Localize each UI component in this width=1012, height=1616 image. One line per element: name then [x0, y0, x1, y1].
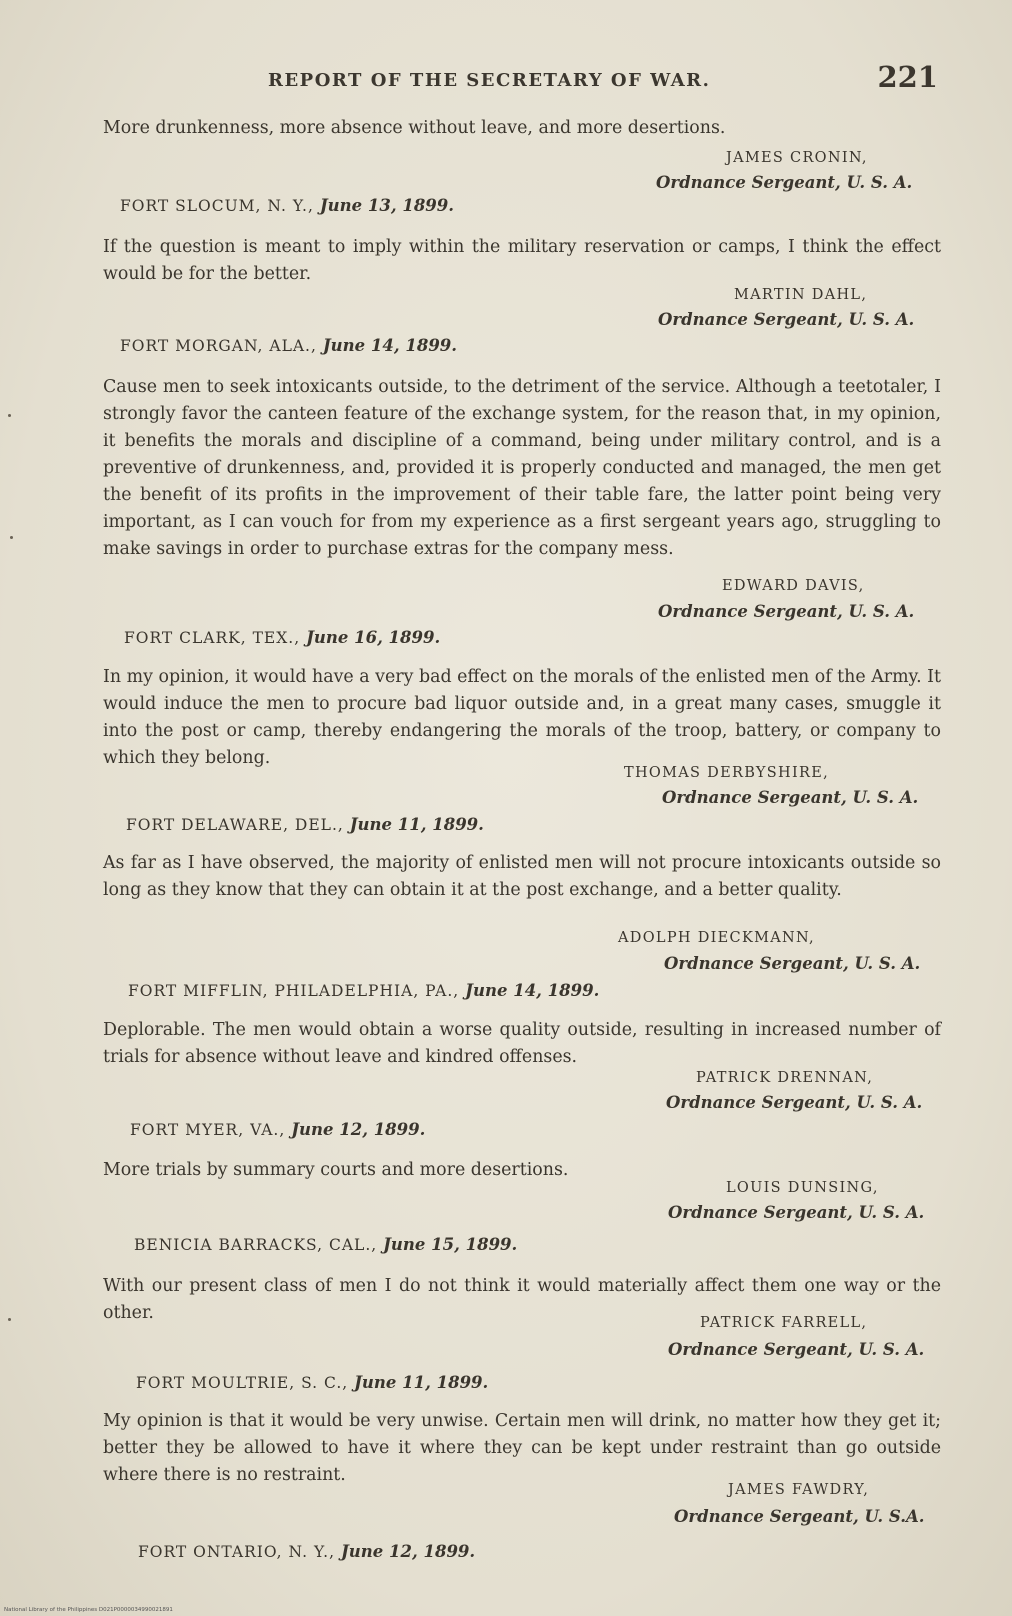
entry-text: My opinion is that it would be very unwise. Certain men will drink, no matter how they get it; better they be allowed to have it where they can be kept under restraint than go outside where there is no restraint.	[103, 1411, 941, 1485]
entry-date: June 15, 1899.	[383, 1235, 518, 1254]
entry-place: FORT SLOCUM, N. Y.,	[120, 197, 314, 215]
entry-text: With our present class of men I do not think it would materially affect them one way or the other.	[103, 1276, 941, 1323]
entry-signer-title: Ordnance Sergeant, U. S. A.	[662, 788, 919, 807]
entry-date: June 14, 1899.	[322, 336, 458, 355]
entry-place-date	[120, 196, 454, 215]
entry-signer-title: Ordnance Sergeant, U. S. A.	[658, 602, 915, 621]
scan-footer-note: National Library of the Philippines D021P0000034990021891	[4, 1607, 173, 1613]
entry-signer: EDWARD DAVIS,	[722, 578, 865, 594]
entry-text: Cause men to seek intoxicants outside, to the detriment of the service. Although a teetotaler, I strongly favor the canteen feature of the exchange system, for the reason that, in my opinion, it benefits the morals and discipline of a command, being under military control, and is a preventive of drunkenness, and, provided it is properly conducted and managed, the men get the benefit of its profits in the improvement of their table fare, the latter point being very important, as I can vouch for from my experience as a first sergeant years ago, struggling to make savings in order to purchase extras for the company mess.	[103, 377, 941, 559]
entry-date: June 12, 1899.	[291, 1120, 426, 1139]
entry-signer-title: Ordnance Sergeant, U. S. A.	[668, 1340, 925, 1359]
entry-place: FORT MIFFLIN, PHILADELPHIA, PA.,	[128, 982, 460, 1000]
entry-signer-title: Ordnance Sergeant, U. S. A.	[658, 310, 915, 329]
entry-place: FORT DELAWARE, DEL.,	[126, 816, 344, 834]
entry-signer: PATRICK FARRELL,	[700, 1315, 868, 1331]
entry-place-date	[120, 336, 457, 355]
entry-date: June 14, 1899.	[465, 981, 600, 1000]
entry-date: June 16, 1899.	[306, 628, 441, 647]
entry-signer: MARTIN DAHL,	[734, 287, 868, 303]
entry-signer: JAMES CRONIN,	[726, 150, 868, 166]
page-number: 221	[877, 60, 938, 94]
entry-date: June 11, 1899.	[354, 1373, 489, 1392]
entry-date: June 13, 1899.	[319, 196, 455, 215]
entry-place: FORT ONTARIO, N. Y.,	[138, 1543, 336, 1561]
entry-text: In my opinion, it would have a very bad effect on the morals of the enlisted men of the Army. It would induce the men to procure bad liquor outside and, in a great many cases, smuggle it into the post or camp, thereby endangering the morals of the troop, battery, or company to which they belong.	[103, 667, 941, 768]
entry-signer-title: Ordnance Sergeant, U. S.A.	[674, 1507, 925, 1526]
entry-signer: LOUIS DUNSING,	[726, 1180, 879, 1196]
margin-mark	[8, 1318, 11, 1321]
entry-place-date	[136, 1373, 488, 1392]
entry-text: If the question is meant to imply within the military reservation or camps, I think the effect would be for the better.	[103, 237, 941, 284]
entry-text: More trials by summary courts and more desertions.	[103, 1160, 569, 1180]
entry-place-date	[124, 628, 440, 647]
entry-signer-title: Ordnance Sergeant, U. S. A.	[668, 1203, 925, 1222]
entry-signer: THOMAS DERBYSHIRE,	[624, 765, 829, 781]
entry-place-date	[126, 815, 484, 834]
entry-signer-title: Ordnance Sergeant, U. S. A.	[656, 173, 913, 192]
margin-mark	[8, 414, 11, 417]
entry-place: FORT MOULTRIE, S. C.,	[136, 1374, 349, 1392]
entry-date: June 11, 1899.	[349, 815, 484, 834]
entry-place-date	[130, 1120, 425, 1139]
entry-text: Deplorable. The men would obtain a worse quality outside, resulting in increased number of trials for absence without leave and kindred offenses.	[103, 1020, 941, 1067]
entry-place: FORT CLARK, TEX.,	[124, 629, 301, 647]
entry-place-date	[128, 981, 599, 1000]
entry-date: June 12, 1899.	[340, 1542, 476, 1561]
entry-place: FORT MORGAN, ALA.,	[120, 337, 317, 355]
entry-signer: PATRICK DRENNAN,	[696, 1070, 874, 1086]
entry-signer-title: Ordnance Sergeant, U. S. A.	[666, 1093, 923, 1112]
entry-place: FORT MYER, VA.,	[130, 1121, 286, 1139]
entry-signer: JAMES FAWDRY,	[728, 1482, 870, 1498]
entry-signer-title: Ordnance Sergeant, U. S. A.	[664, 954, 921, 973]
page-header	[268, 60, 938, 100]
entry-place-date	[138, 1542, 475, 1561]
entry-place-date	[134, 1235, 517, 1254]
running-title: REPORT OF THE SECRETARY OF WAR.	[268, 70, 711, 91]
margin-mark	[10, 536, 13, 539]
entry-place: BENICIA BARRACKS, CAL.,	[134, 1236, 378, 1254]
entry-text: More drunkenness, more absence without leave, and more desertions.	[103, 118, 726, 138]
entry-signer: ADOLPH DIECKMANN,	[618, 930, 815, 946]
entry-text: As far as I have observed, the majority of enlisted men will not procure intoxicants outside so long as they know that they can obtain it at the post exchange, and a better quality.	[103, 853, 941, 900]
